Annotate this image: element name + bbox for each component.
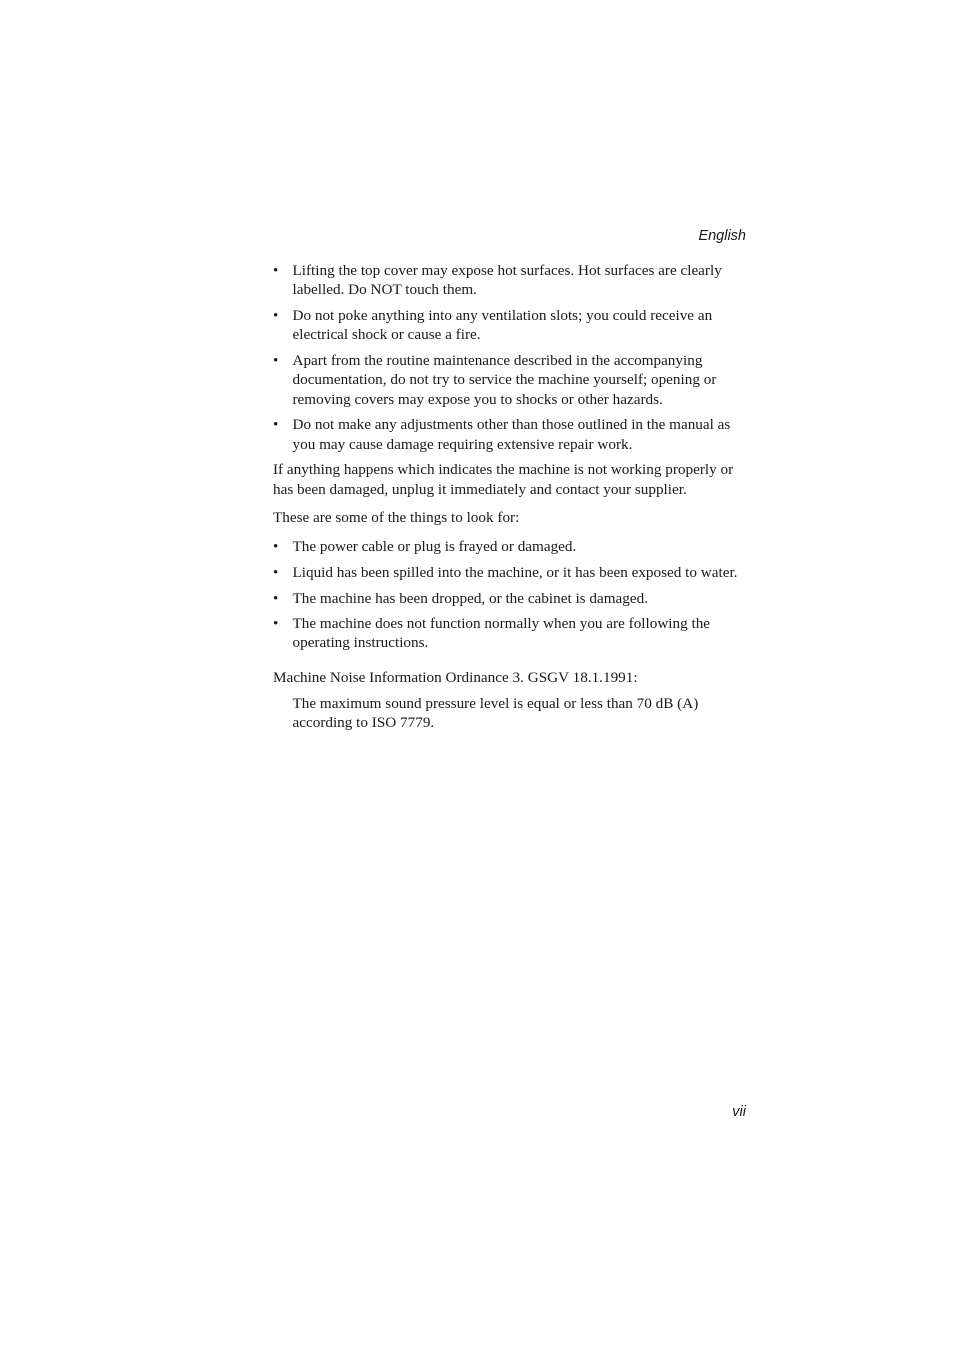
list-item-text: The machine does not function normally when you are following the operating instructions. [292,615,711,652]
list-item-text: Apart from the routine maintenance described in the accompanying documentation, do not try to service the machine yourself; opening or removing covers may expose you to shocks or other hazards. [292,351,717,408]
bullet-marker: • [273,538,279,556]
list-item [273,589,749,608]
list-item [273,563,749,582]
damage-paragraph: If anything happens which indicates the machine is not working properly or has been damaged, unplug it immediately and contact your supplier. [273,461,734,498]
bullet-marker: • [273,416,279,434]
list-item [273,614,749,653]
page-number: vii [732,1104,746,1120]
look-for-intro: These are some of the things to look for: [273,509,520,527]
look-for-bullet-list [273,537,749,653]
list-item-text: Do not poke anything into any ventilation slots; you could receive an electrical shock or cause a fire. [292,306,713,344]
list-item [273,306,749,345]
list-item-text: The machine has been dropped, or the cabinet is damaged. [292,589,649,607]
bullet-marker: • [273,615,279,633]
list-item-text: Liquid has been spilled into the machine, or it has been exposed to water. [292,563,738,581]
bullet-marker: • [273,589,279,607]
list-item [273,537,749,556]
list-item [273,351,749,409]
list-item-text: The power cable or plug is frayed or damaged. [292,538,577,556]
bullet-marker: • [273,563,279,581]
page-body [273,261,749,732]
list-item [273,415,749,454]
noise-ordinance-heading: Machine Noise Information Ordinance 3. GSGV 18.1.1991: [273,669,638,687]
bullet-marker: • [273,351,279,369]
list-item-text: Do not make any adjustments other than those outlined in the manual as you may cause damage requiring extensive repair work. [292,416,731,453]
running-header-language: English [698,228,746,244]
noise-ordinance-body: The maximum sound pressure level is equal or less than 70 dB (A) according to ISO 7779. [292,694,699,732]
list-item [273,261,749,300]
safety-bullet-list [273,261,749,454]
list-item-text: Lifting the top cover may expose hot surfaces. Hot surfaces are clearly labelled. Do NOT touch them. [292,262,722,299]
bullet-marker: • [273,306,279,324]
bullet-marker: • [273,262,279,279]
